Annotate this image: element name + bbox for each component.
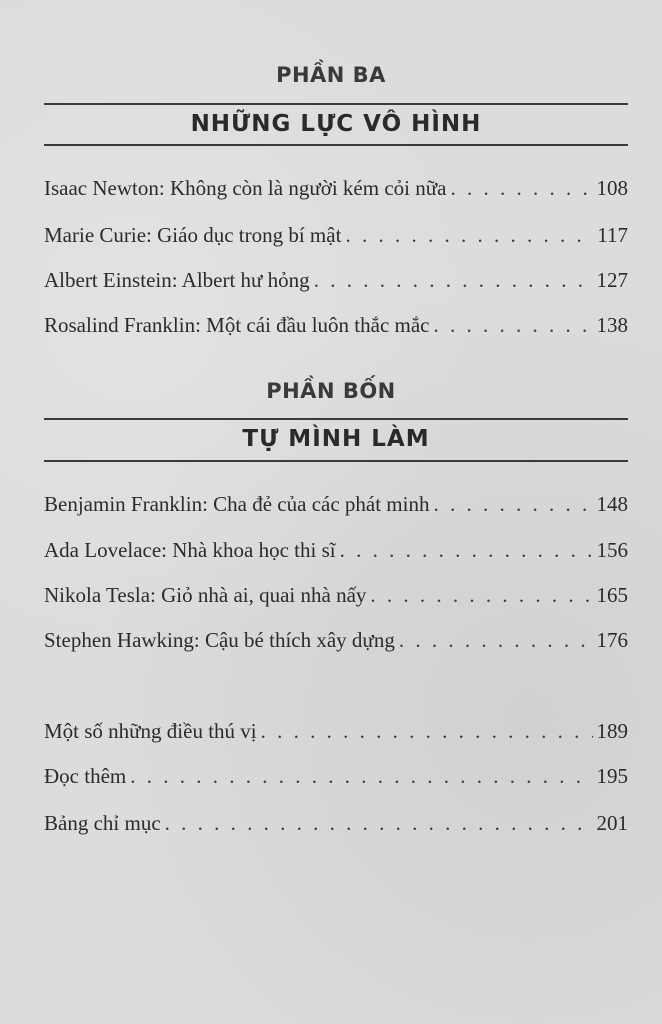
toc-entry	[44, 764, 628, 794]
section-title: NHỮNG LỰC VÔ HÌNH	[190, 111, 482, 137]
toc-entry-page: 148	[596, 492, 628, 516]
toc-entry-title: Đọc thêm	[44, 764, 127, 788]
toc-entry-title: Isaac Newton: Không còn là người kém cỏi nữa	[44, 176, 447, 200]
dot-leader	[314, 268, 593, 293]
section-rule-bottom	[44, 460, 628, 462]
toc-entry-title: Một số những điều thú vị	[44, 719, 257, 743]
section-rule-bottom	[44, 144, 628, 146]
toc-entry-title: Ada Lovelace: Nhà khoa học thi sĩ	[44, 538, 336, 562]
toc-entry-page: 117	[597, 223, 628, 247]
section-rule-top	[44, 418, 628, 420]
dot-leader	[345, 223, 593, 248]
toc-entry-page: 156	[596, 538, 628, 562]
toc-entry	[44, 811, 628, 841]
toc-entry	[44, 223, 628, 253]
dot-leader	[165, 811, 593, 836]
toc-entry	[44, 538, 628, 568]
toc-entry	[44, 268, 628, 298]
dot-leader	[433, 492, 592, 517]
toc-entry-title: Stephen Hawking: Cậu bé thích xây dựng	[44, 628, 395, 652]
toc-entry-page: 195	[596, 764, 628, 788]
toc-entry-page: 189	[596, 719, 628, 743]
toc-entry-page: 201	[596, 811, 628, 835]
section-rule-top	[44, 103, 628, 105]
toc-entry-page: 138	[596, 313, 628, 337]
dot-leader	[450, 176, 592, 201]
toc-entry	[44, 492, 628, 522]
toc-entry	[44, 176, 628, 206]
part-label: PHẦN BA	[276, 63, 386, 87]
toc-entry-title: Marie Curie: Giáo dục trong bí mật	[44, 223, 342, 247]
toc-entry-title: Bảng chỉ mục	[44, 811, 161, 835]
toc-entry	[44, 313, 628, 343]
toc-entry	[44, 583, 628, 613]
toc-entry	[44, 628, 628, 658]
toc-entry-title: Rosalind Franklin: Một cái đầu luôn thắc mắc	[44, 313, 430, 337]
section-title: TỰ MÌNH LÀM	[242, 426, 430, 452]
toc-entry-title: Nikola Tesla: Giỏ nhà ai, quai nhà nấy	[44, 583, 367, 607]
toc-entry	[44, 719, 628, 749]
toc-entry-title: Albert Einstein: Albert hư hỏng	[44, 268, 310, 292]
part-label: PHẦN BỐN	[266, 379, 396, 403]
dot-leader	[370, 583, 592, 608]
dot-leader	[434, 313, 593, 338]
dot-leader	[130, 764, 592, 789]
toc-entry-page: 127	[596, 268, 628, 292]
dot-leader	[399, 628, 593, 653]
toc-entry-page: 108	[596, 176, 628, 200]
dot-leader	[340, 538, 593, 563]
toc-entry-title: Benjamin Franklin: Cha đẻ của các phát minh	[44, 492, 430, 516]
toc-entry-page: 165	[596, 583, 628, 607]
toc-entry-page: 176	[596, 628, 628, 652]
dot-leader	[261, 719, 593, 744]
